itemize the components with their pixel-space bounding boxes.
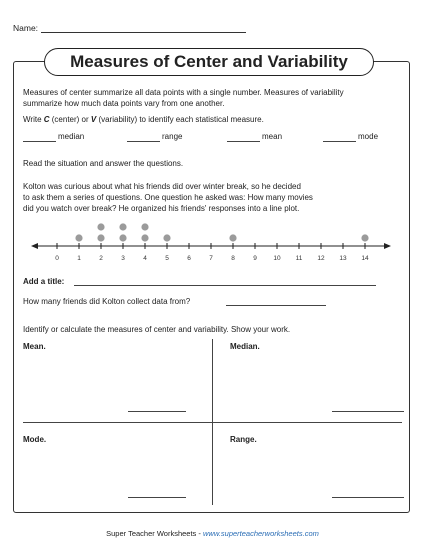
- footer-brand: Super Teacher Worksheets -: [106, 529, 203, 538]
- answer-blank[interactable]: [227, 133, 260, 142]
- left-arrow-icon: [31, 243, 38, 249]
- mean-answer-line[interactable]: [128, 411, 186, 412]
- identify-prompt: Identify or calculate the measures of center and variability. Show your work.: [23, 325, 291, 334]
- data-point: [119, 234, 126, 241]
- tick-label: 7: [209, 255, 213, 262]
- how-many-answer-line[interactable]: [226, 305, 326, 306]
- measure-range: range: [127, 131, 182, 142]
- answer-blank[interactable]: [127, 133, 160, 142]
- tick-label: 10: [273, 255, 281, 262]
- footer-link[interactable]: www.superteacherworksheets.com: [202, 529, 319, 538]
- measure-mean: mean: [227, 131, 282, 142]
- tick-label: 9: [253, 255, 257, 262]
- name-label: Name:: [13, 23, 39, 33]
- range-answer-line[interactable]: [332, 497, 404, 498]
- answer-blank[interactable]: [23, 133, 56, 142]
- data-point: [119, 223, 126, 230]
- intro-line-1: Measures of center summarize all data points with a single number. Measures of variability: [23, 88, 344, 97]
- measure-median: median: [23, 131, 84, 142]
- data-point: [97, 223, 104, 230]
- how-many-question: How many friends did Kolton collect data from?: [23, 297, 191, 306]
- page-title: Measures of Center and Variability: [44, 48, 374, 76]
- tick-label: 2: [99, 255, 103, 262]
- tick-label: 0: [55, 255, 59, 262]
- answer-blank[interactable]: [323, 133, 356, 142]
- median-label: Median.: [230, 342, 260, 351]
- mode-label: Mode.: [23, 435, 47, 444]
- add-title-label: Add a title:: [23, 277, 65, 286]
- story-line-2: to ask them a series of questions. One question he asked was: How many movies: [23, 193, 313, 202]
- instruction: Write C (center) or V (variability) to identify each statistical measure.: [23, 115, 264, 124]
- name-field[interactable]: [41, 32, 246, 33]
- data-point: [141, 234, 148, 241]
- mode-answer-line[interactable]: [128, 497, 186, 498]
- tick-label: 12: [317, 255, 325, 262]
- right-arrow-icon: [384, 243, 391, 249]
- line-plot-svg: [0, 218, 425, 268]
- tick-label: 14: [361, 255, 369, 262]
- data-point: [75, 234, 82, 241]
- tick-label: 8: [231, 255, 235, 262]
- story-line-3: did you watch over break? He organized his friends' responses into a line plot.: [23, 204, 300, 213]
- tick-label: 5: [165, 255, 169, 262]
- median-answer-line[interactable]: [332, 411, 404, 412]
- tick-label: 3: [121, 255, 125, 262]
- quadrant-horizontal-divider: [23, 422, 402, 423]
- data-point: [361, 234, 368, 241]
- story-line-1: Kolton was curious about what his friends did over winter break, so he decided: [23, 182, 301, 191]
- line-plot: [0, 218, 425, 268]
- data-point: [97, 234, 104, 241]
- footer: [0, 529, 425, 538]
- title-answer-line[interactable]: [74, 285, 376, 286]
- data-point: [141, 223, 148, 230]
- mean-label: Mean.: [23, 342, 46, 351]
- intro-line-2: summarize how much data points vary from one another.: [23, 99, 225, 108]
- tick-label: 6: [187, 255, 191, 262]
- tick-label: 11: [295, 255, 303, 262]
- measure-mode: mode: [323, 131, 378, 142]
- tick-label: 13: [339, 255, 347, 262]
- read-prompt: Read the situation and answer the questions.: [23, 159, 184, 168]
- data-point: [229, 234, 236, 241]
- tick-label: 4: [143, 255, 147, 262]
- tick-label: 1: [77, 255, 81, 262]
- data-point: [163, 234, 170, 241]
- range-label: Range.: [230, 435, 257, 444]
